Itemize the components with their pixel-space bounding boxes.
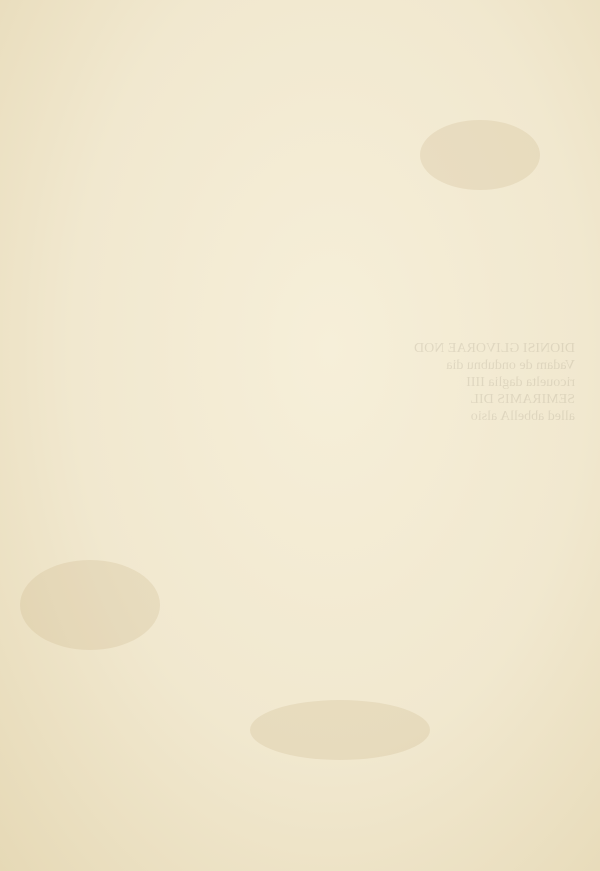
paper-stain xyxy=(250,700,430,760)
running-header xyxy=(0,6,600,32)
bleed-through-text: DIONISI GLIVORAE NOD Vadam de ondubnu dia ricouelta daglia IIII SEMIRAMIS DIL alled abbellA alsio xyxy=(414,341,575,424)
paper-stain xyxy=(20,560,160,650)
paper-stain xyxy=(420,120,540,190)
